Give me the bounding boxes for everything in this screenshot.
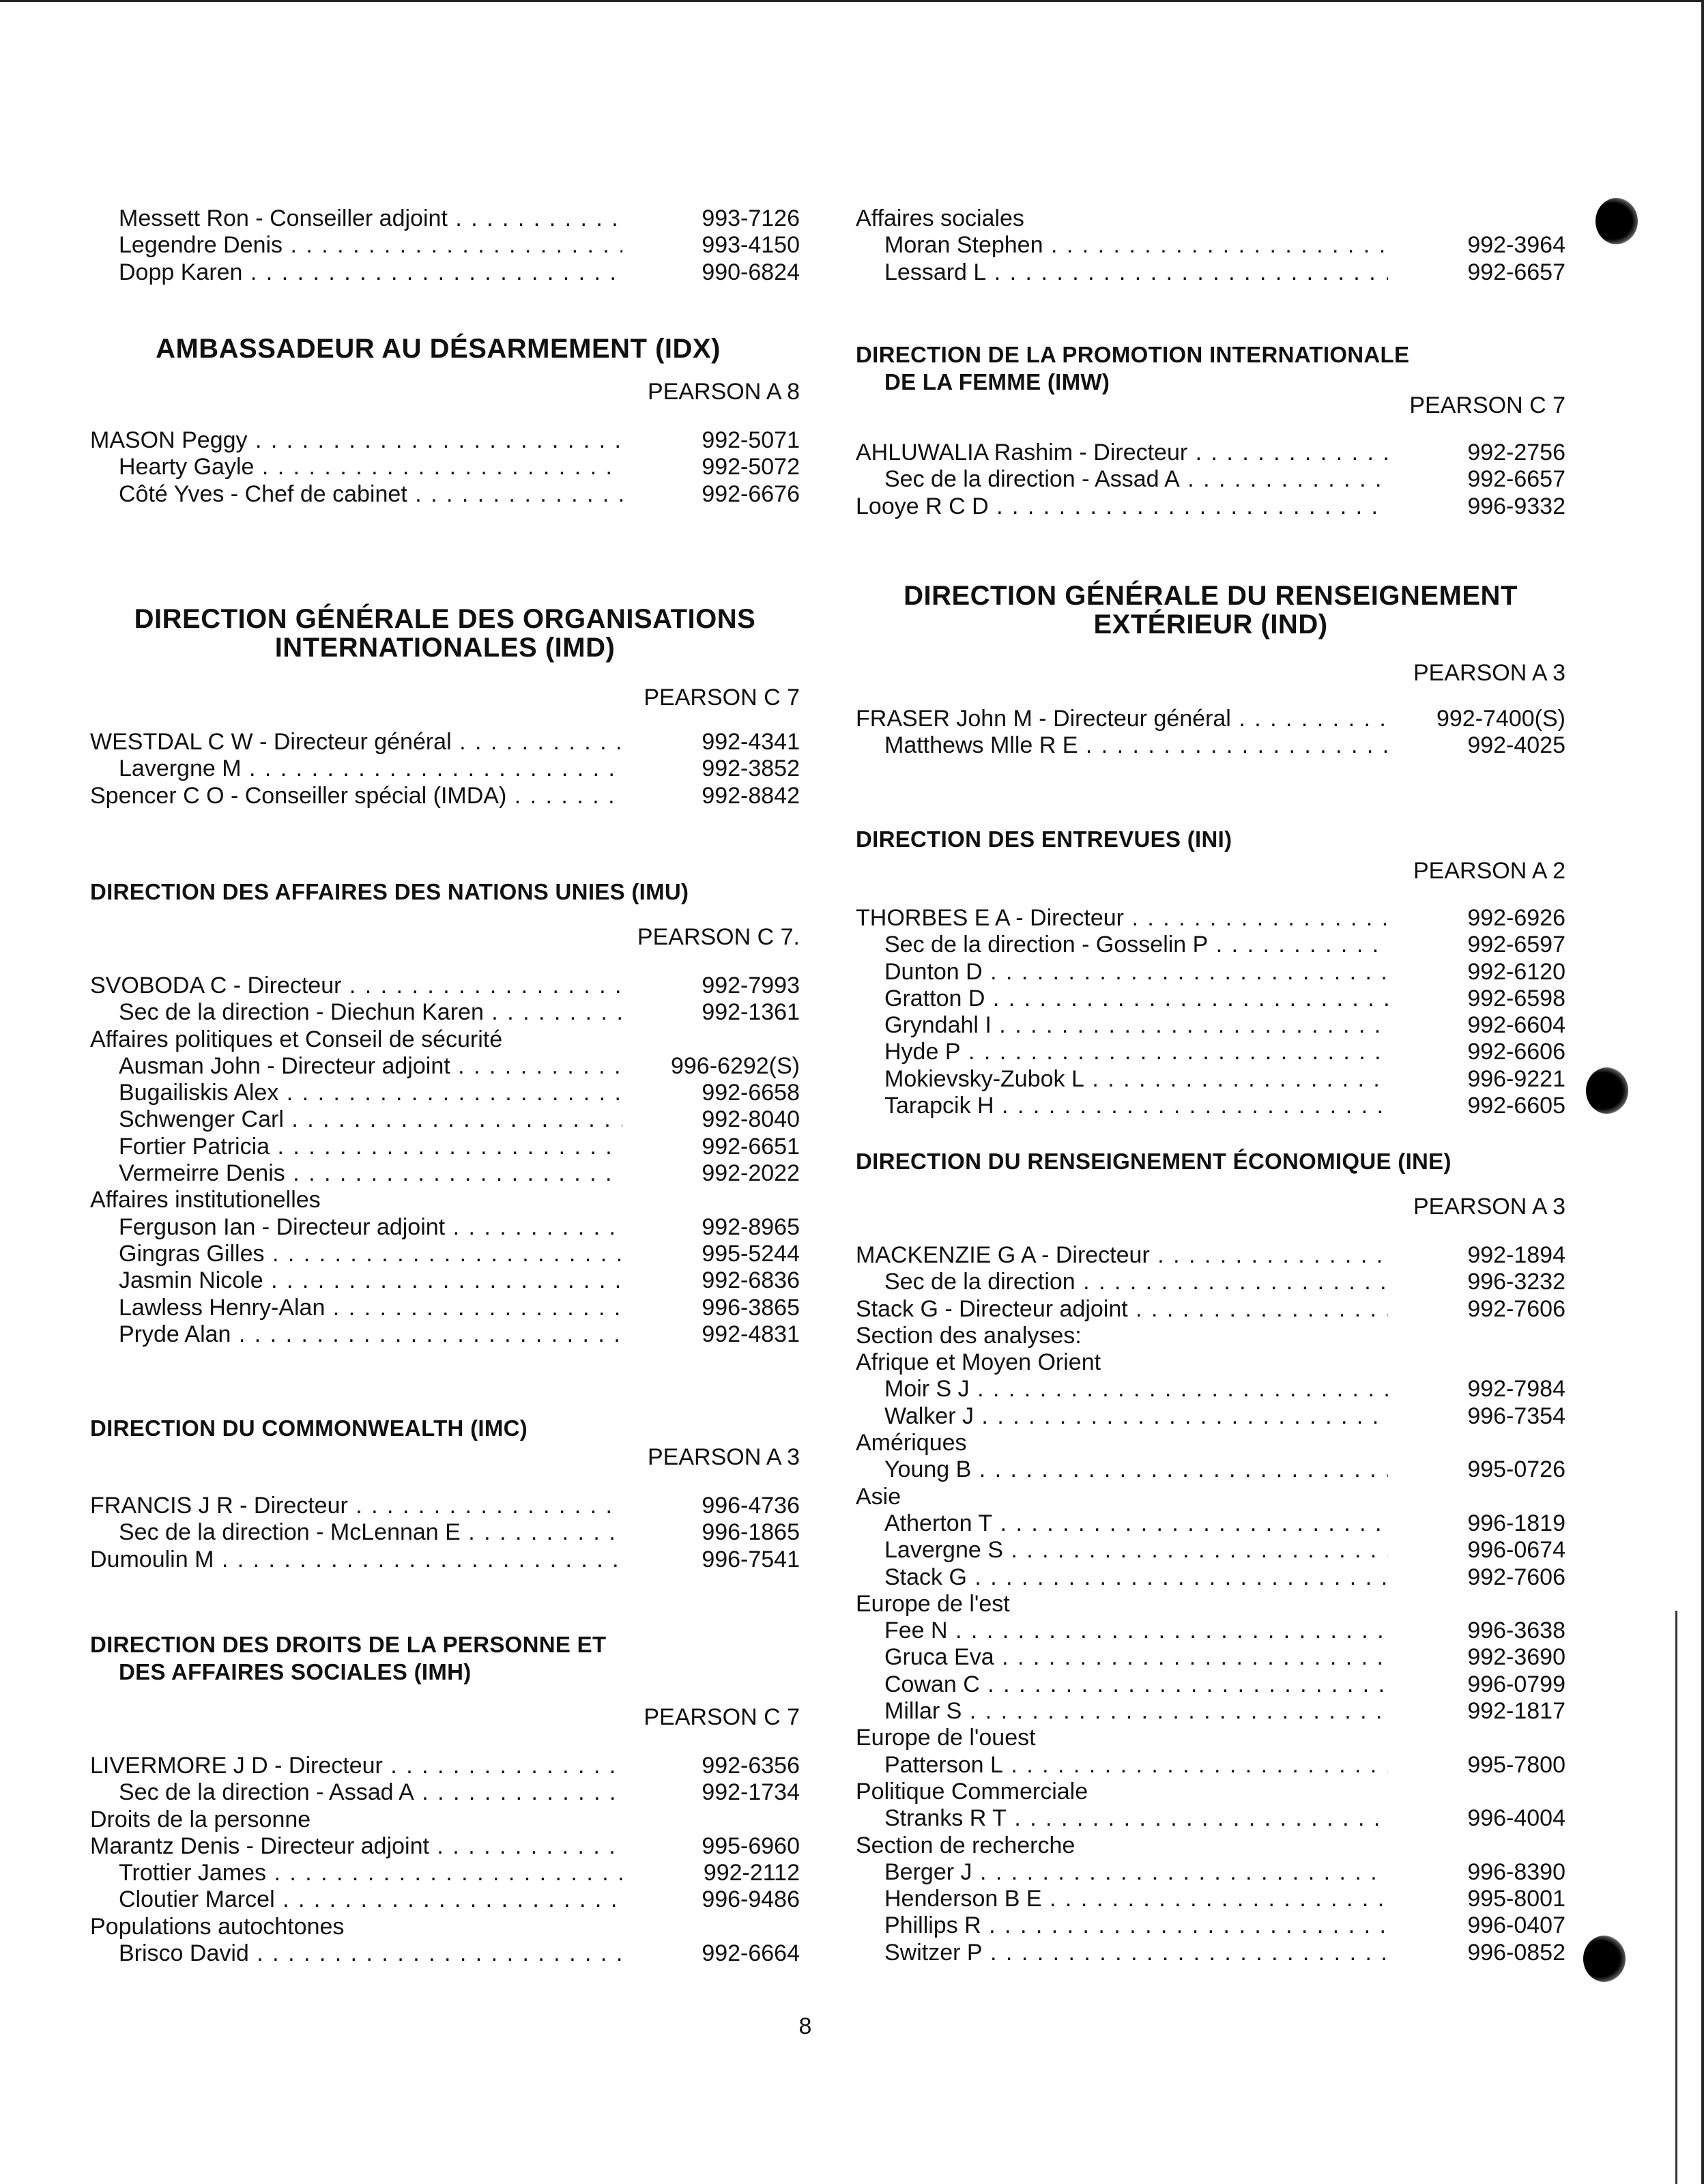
directory-entry	[856, 1456, 1565, 1483]
directory-entry	[856, 1510, 1565, 1537]
entry-phone: 996-9332	[1467, 493, 1565, 519]
entry-phone: 996-1865	[702, 1519, 800, 1546]
entry-phone: 992-6926	[1467, 905, 1565, 931]
directory-entry	[856, 959, 1565, 986]
directory-entry	[856, 1698, 1565, 1725]
entry-name: Côté Yves - Chef de cabinet . . .	[119, 481, 622, 508]
section-title-line2: INTERNATIONALES (IMD)	[274, 633, 616, 663]
entry-name: Phillips R . . .	[884, 1912, 1388, 1939]
directory-entry	[90, 1134, 800, 1160]
section-title-line1: DIRECTION GÉNÉRALE DU RENSEIGNEMENT	[904, 581, 1518, 611]
entry-phone: 992-6120	[1467, 958, 1565, 985]
section-title: DIRECTION DES AFFAIRES DES NATIONS UNIES (IMU)	[90, 879, 689, 904]
right-top-entries	[856, 205, 1565, 286]
directory-entry	[90, 1241, 800, 1267]
directory-entry	[90, 1295, 800, 1321]
entry-phone: 992-6651	[702, 1133, 800, 1160]
entry-name: Stack G . . .	[884, 1564, 1388, 1591]
entry-name: Switzer P . . .	[884, 1940, 1388, 1966]
entry-phone: 996-8390	[1467, 1858, 1565, 1885]
entry-name: Jasmin Nicole . . .	[119, 1267, 622, 1294]
entry-phone: 993-7126	[702, 205, 800, 231]
entry-name: Ferguson Ian - Directeur adjoint . . .	[119, 1214, 622, 1241]
entry-name: Stranks R T . . .	[884, 1805, 1388, 1832]
entry-phone: 996-7541	[702, 1546, 800, 1572]
entry-name: MASON Peggy . . .	[90, 427, 622, 454]
entry-name: Looye R C D . . .	[856, 493, 1388, 520]
directory-entry	[856, 1564, 1565, 1591]
entry-name: Trottier James . . .	[119, 1860, 622, 1886]
entry-name: Berger J . . .	[884, 1859, 1388, 1886]
directory-entry	[856, 1066, 1565, 1093]
entry-phone: 992-6604	[1467, 1012, 1565, 1039]
section-location: PEARSON A 3	[648, 1444, 800, 1470]
entry-phone: 992-4341	[702, 729, 800, 755]
entry-name: Gruca Eva . . .	[884, 1644, 1388, 1671]
entry-phone: 996-0852	[1467, 1939, 1565, 1966]
section-imw	[856, 341, 1565, 520]
section-location: PEARSON C 7	[644, 685, 800, 710]
entry-name: LIVERMORE J D - Directeur . . .	[90, 1753, 622, 1779]
entry-name: Pryde Alan . . .	[119, 1321, 622, 1348]
directory-entry	[856, 1376, 1565, 1403]
section-title: AMBASSADEUR AU DÉSARMEMENT (IDX)	[156, 334, 721, 364]
entry-phone: 992-6605	[1467, 1093, 1565, 1119]
directory-entry	[856, 1012, 1565, 1039]
entry-phone: 995-8001	[1467, 1886, 1565, 1912]
directory-entry	[90, 1267, 800, 1294]
directory-entry	[90, 729, 800, 756]
section-location: PEARSON A 2	[1413, 858, 1565, 884]
directory-entry	[856, 259, 1565, 286]
directory-entry	[90, 205, 800, 232]
entry-name: Gryndahl I . . .	[884, 1012, 1388, 1039]
entry-phone: 996-7354	[1467, 1403, 1565, 1429]
directory-entry	[90, 999, 800, 1026]
entry-phone: 996-0799	[1467, 1671, 1565, 1697]
entry-name: Matthews Mlle R E . . .	[884, 732, 1388, 759]
entry-name: Schwenger Carl . . .	[119, 1106, 622, 1133]
section-title-line1: DIRECTION DES DROITS DE LA PERSONNE ET	[90, 1632, 607, 1657]
group-label: Afrique et Moyen Orient	[856, 1349, 1101, 1376]
section-title-line1: DIRECTION GÉNÉRALE DES ORGANISATIONS	[134, 604, 756, 634]
entry-phone: 992-2756	[1467, 440, 1565, 465]
entry-name: Tarapcik H . . .	[884, 1093, 1388, 1119]
section-location: PEARSON C 7	[644, 1704, 800, 1730]
directory-entry	[856, 732, 1565, 759]
entry-name: THORBES E A - Directeur . . .	[856, 905, 1388, 932]
entry-phone: 996-4736	[702, 1493, 800, 1519]
entry-phone: 992-6664	[702, 1940, 800, 1967]
left-top-entries	[90, 205, 800, 286]
entry-name: Cowan C . . .	[884, 1671, 1388, 1698]
directory-entry	[90, 1321, 800, 1348]
entry-name: Sec de la direction . . .	[884, 1269, 1388, 1295]
binder-hole-icon	[1583, 1936, 1626, 1982]
entry-phone: 995-6960	[702, 1833, 800, 1859]
entry-name: Patterson L . . .	[884, 1752, 1388, 1779]
entry-name: Brisco David . . .	[119, 1940, 622, 1967]
directory-entry	[856, 1296, 1565, 1323]
entry-phone: 995-0726	[1467, 1456, 1565, 1483]
entry-name: Hearty Gayle . . .	[119, 454, 622, 480]
page-top-edge	[0, 0, 1704, 2]
entry-phone: 996-3865	[702, 1294, 800, 1321]
directory-entry	[90, 1753, 800, 1779]
directory-entry	[90, 1940, 800, 1967]
entry-phone: 996-9221	[1467, 1065, 1565, 1092]
entry-phone: 995-5244	[702, 1240, 800, 1267]
entry-name: Sec de la direction - Assad A . . .	[119, 1779, 622, 1806]
section-ind	[856, 581, 1565, 760]
section-title-line2: DES AFFAIRES SOCIALES (IMH)	[119, 1659, 472, 1684]
entry-name: FRASER John M - Directeur général . . .	[856, 706, 1388, 732]
directory-entry	[90, 756, 800, 782]
entry-name: Ausman John - Directeur adjoint . . .	[119, 1053, 622, 1080]
group-label: Politique Commerciale	[856, 1778, 1088, 1805]
directory-entry	[90, 1833, 800, 1860]
directory-entry	[90, 232, 800, 259]
directory-entry	[90, 1886, 800, 1913]
directory-entry	[90, 1106, 800, 1133]
page-number: 8	[798, 2013, 812, 2039]
directory-entry	[856, 1886, 1565, 1912]
entry-phone: 996-1819	[1467, 1510, 1565, 1536]
entry-name: Gratton D . . .	[884, 986, 1388, 1012]
directory-entry	[856, 905, 1565, 932]
entry-phone: 992-7993	[702, 973, 800, 998]
directory-entry	[90, 427, 800, 454]
directory-entry	[90, 1493, 800, 1519]
entry-name: Henderson B E . . .	[884, 1886, 1388, 1912]
entry-phone: 992-4831	[702, 1321, 800, 1347]
directory-entry	[90, 1519, 800, 1546]
entry-phone: 990-6824	[702, 259, 800, 285]
entry-phone: 992-3690	[1467, 1644, 1565, 1671]
entry-name: Hyde P . . .	[884, 1039, 1388, 1065]
entry-name: Millar S . . .	[884, 1698, 1388, 1725]
directory-entry	[856, 1403, 1565, 1430]
entry-phone: 992-2112	[703, 1860, 800, 1886]
section-title-line2: DE LA FEMME (IMW)	[884, 369, 1110, 394]
margin-rule	[1675, 1611, 1677, 2184]
page-right-edge	[1701, 0, 1704, 2184]
entry-phone: 996-0407	[1467, 1912, 1565, 1939]
directory-entry	[90, 1779, 800, 1806]
directory-entry	[90, 783, 800, 809]
section-imd	[90, 605, 800, 809]
entry-phone: 992-6676	[702, 480, 800, 507]
entry-phone: 992-6606	[1467, 1039, 1565, 1065]
entry-name: Lessard L . . .	[884, 259, 1388, 286]
directory-entry	[856, 1269, 1565, 1295]
entry-phone: 992-2022	[702, 1160, 800, 1187]
entry-name: WESTDAL C W - Directeur général . . .	[90, 729, 622, 756]
entry-phone: 992-6597	[1467, 932, 1565, 958]
directory-entry	[856, 1805, 1565, 1832]
entry-phone: 992-7606	[1467, 1295, 1565, 1322]
entry-phone: 992-1817	[1467, 1698, 1565, 1725]
entry-name: AHLUWALIA Rashim - Directeur . . .	[856, 440, 1388, 466]
entry-name: MACKENZIE G A - Directeur . . .	[856, 1242, 1388, 1269]
group-label: Droits de la personne	[90, 1806, 311, 1833]
entry-name: Dumoulin M . . .	[90, 1547, 622, 1573]
directory-entry	[856, 1537, 1565, 1564]
entry-phone: 992-1734	[702, 1779, 800, 1806]
entry-phone: 992-8965	[702, 1213, 800, 1240]
binder-hole-icon	[1595, 198, 1638, 244]
directory-entry	[856, 1242, 1565, 1269]
entry-name: Messett Ron - Conseiller adjoint . . .	[119, 205, 622, 232]
section-title-line2: EXTÉRIEUR (IND)	[1093, 609, 1328, 640]
directory-entry	[856, 986, 1565, 1012]
group-label: Populations autochtones	[90, 1913, 345, 1940]
directory-entry	[856, 1618, 1565, 1644]
section-location: PEARSON A 8	[648, 379, 800, 405]
directory-entry	[856, 1644, 1565, 1671]
directory-entry	[90, 1053, 800, 1080]
group-label: Affaires institutionelles	[90, 1187, 321, 1213]
entry-name: Lavergne M . . .	[119, 756, 622, 782]
directory-entry	[856, 1093, 1565, 1119]
entry-name: Atherton T . . .	[884, 1510, 1388, 1537]
entry-name: Young B . . .	[884, 1456, 1388, 1483]
directory-entry	[856, 493, 1565, 520]
entry-phone: 996-4004	[1467, 1805, 1565, 1832]
directory-entry	[90, 481, 800, 508]
entry-phone: 992-6598	[1467, 985, 1565, 1011]
entry-phone: 992-6658	[702, 1080, 800, 1106]
directory-entry	[856, 440, 1565, 466]
directory-entry	[90, 259, 800, 286]
entry-phone: 992-6657	[1467, 259, 1565, 285]
entry-phone: 992-6657	[1467, 466, 1565, 493]
entry-name: Sec de la direction - Assad A . . .	[884, 466, 1388, 493]
directory-entry	[90, 1080, 800, 1106]
entry-phone: 992-1894	[1467, 1242, 1565, 1268]
section-location: PEARSON A 3	[1413, 660, 1565, 686]
entry-phone: 996-9486	[702, 1886, 800, 1913]
binder-hole-icon	[1586, 1067, 1628, 1114]
entry-name: Moir S J . . .	[884, 1376, 1388, 1403]
entry-name: Cloutier Marcel . . .	[119, 1886, 622, 1913]
entry-name: Dopp Karen . . .	[119, 259, 622, 286]
entry-phone: 992-4025	[1467, 732, 1565, 759]
directory-entry	[90, 1160, 800, 1187]
directory-entry	[856, 1039, 1565, 1065]
section-ine	[856, 1148, 1565, 1966]
entry-name: Stack G - Directeur adjoint . . .	[856, 1296, 1388, 1323]
entry-phone: 992-8040	[702, 1106, 800, 1133]
entry-name: Walker J . . .	[884, 1403, 1388, 1430]
entry-phone: 995-7800	[1467, 1751, 1565, 1778]
entry-name: Vermeirre Denis . . .	[119, 1160, 622, 1187]
entry-phone: 993-4150	[702, 232, 800, 259]
group-label: Affaires politiques et Conseil de sécurité	[90, 1026, 503, 1052]
section-imh	[90, 1631, 800, 1967]
entry-name: FRANCIS J R - Directeur . . .	[90, 1493, 622, 1519]
directory-entry	[90, 973, 800, 999]
entry-phone: 992-7400(S)	[1436, 706, 1565, 732]
entry-name: Lawless Henry-Alan . . .	[119, 1295, 622, 1321]
entry-phone: 992-5072	[702, 454, 800, 480]
section-title: DIRECTION DU COMMONWEALTH (IMC)	[90, 1416, 528, 1441]
entry-name: Marantz Denis - Directeur adjoint . . .	[90, 1833, 622, 1860]
directory-entry	[90, 454, 800, 480]
directory-entry	[856, 466, 1565, 493]
section-imc	[90, 1415, 800, 1573]
section-location: PEARSON A 3	[1413, 1194, 1565, 1220]
group-label: Section des analyses:	[856, 1322, 1082, 1349]
section-location: PEARSON C 7	[1409, 392, 1565, 418]
section-location: PEARSON C 7.	[637, 924, 800, 950]
group-label: Section de recherche	[856, 1832, 1075, 1858]
entry-name: Fee N . . .	[884, 1618, 1388, 1644]
directory-entry	[856, 1671, 1565, 1698]
entry-phone: 996-0674	[1467, 1537, 1565, 1564]
entry-name: Sec de la direction - Diechun Karen . . .	[119, 999, 622, 1026]
entry-phone: 992-7984	[1467, 1376, 1565, 1403]
entry-phone: 992-7606	[1467, 1564, 1565, 1590]
group-label: Europe de l'est	[856, 1590, 1010, 1617]
entry-name: Legendre Denis . . .	[119, 232, 622, 259]
entry-phone: 992-8842	[702, 782, 800, 809]
directory-entry	[856, 1752, 1565, 1779]
entry-phone: 992-5071	[702, 427, 800, 453]
section-title: DIRECTION DES ENTREVUES (INI)	[856, 827, 1232, 852]
entry-name: Fortier Patricia . . .	[119, 1134, 622, 1160]
entry-name: Bugailiskis Alex . . .	[119, 1080, 622, 1106]
directory-entry	[856, 706, 1565, 732]
entry-name: Mokievsky-Zubok L . . .	[884, 1066, 1388, 1093]
entry-name: Spencer C O - Conseiller spécial (IMDA) . . .	[90, 783, 622, 809]
directory-entry	[856, 1859, 1565, 1886]
entry-name: Gingras Gilles . . .	[119, 1241, 622, 1267]
directory-entry	[856, 232, 1565, 259]
entry-name: Sec de la direction - Gosselin P . . .	[884, 932, 1388, 958]
entry-phone: 992-6356	[702, 1753, 800, 1779]
entry-phone: 996-6292(S)	[670, 1052, 800, 1079]
entry-phone: 992-6836	[702, 1267, 800, 1294]
section-imu	[90, 878, 800, 1348]
directory-entry	[856, 1912, 1565, 1939]
directory-entry	[90, 1547, 800, 1573]
section-title-line1: DIRECTION DE LA PROMOTION INTERNATIONALE	[856, 342, 1410, 367]
section-idx	[90, 334, 800, 508]
group-label: Europe de l'ouest	[856, 1725, 1036, 1751]
section-ini	[856, 826, 1565, 1119]
entry-name: Sec de la direction - McLennan E . . .	[119, 1519, 622, 1546]
group-label: Asie	[856, 1483, 901, 1510]
entry-phone: 996-3232	[1467, 1269, 1565, 1295]
group-label: Affaires sociales	[856, 205, 1024, 231]
entry-phone: 996-3638	[1467, 1618, 1565, 1644]
section-title: DIRECTION DU RENSEIGNEMENT ÉCONOMIQUE (INE)	[856, 1149, 1452, 1174]
entry-name: Dunton D . . .	[884, 959, 1388, 986]
directory-entry	[856, 1940, 1565, 1966]
directory-entry	[90, 1214, 800, 1241]
entry-name: Lavergne S . . .	[884, 1537, 1388, 1564]
entry-phone: 992-3964	[1467, 232, 1565, 259]
directory-entry	[856, 932, 1565, 958]
entry-name: SVOBODA C - Directeur . . .	[90, 973, 622, 999]
entry-phone: 992-1361	[702, 999, 800, 1026]
group-label: Amériques	[856, 1430, 967, 1456]
entry-name: Moran Stephen . . .	[884, 232, 1388, 259]
directory-entry	[90, 1860, 800, 1886]
entry-phone: 992-3852	[702, 756, 800, 782]
